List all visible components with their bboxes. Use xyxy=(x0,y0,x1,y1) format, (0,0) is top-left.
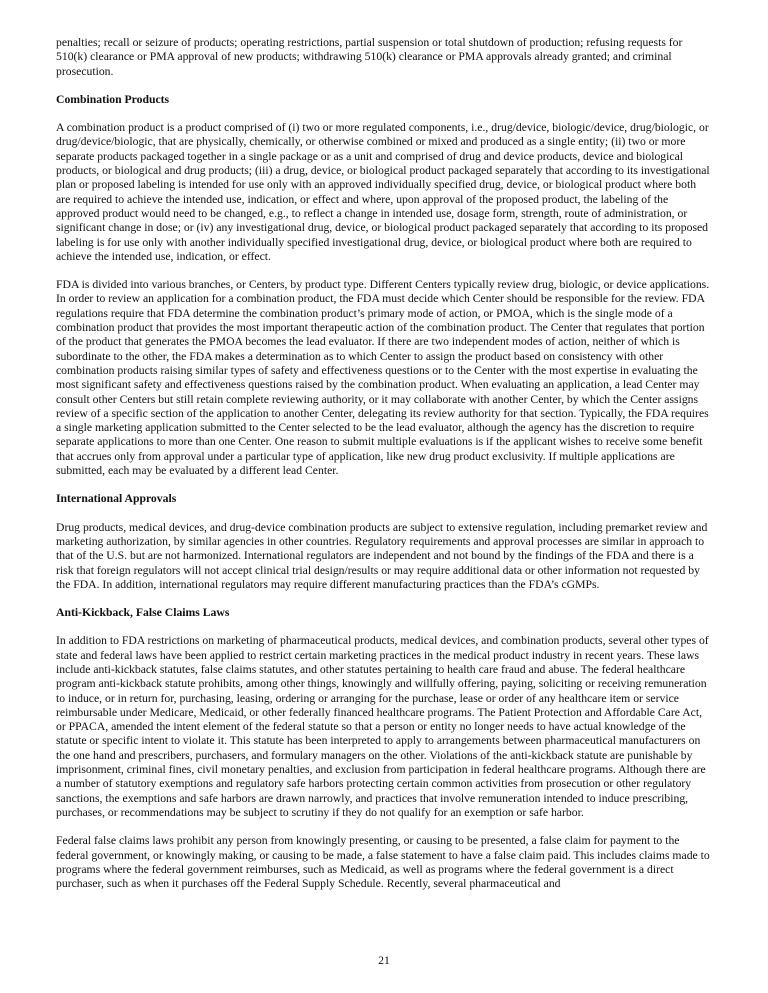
document-page xyxy=(56,36,712,905)
combination-products-paragraph-1: A combination product is a product comprised of (i) two or more regulated components, i.e., drug/device, biologic/device, drug/biologic, or drug/device/biologic, that are physically, chemically, or otherwise combined or mixed and produced as a single entity; (ii) two or more separate products packaged together in a single package or as a unit and comprised of drug and device products, device and biological products, or biological and drug products; (iii) a drug, device, or biological product packaged separately that according to its investigational plan or proposed labeling is intended for use only with an approved individually specified drug, device, or biological product where both are required to achieve the intended use, indication, or effect and where, upon approval of the proposed product, the labeling of the approved product would need to be changed, e.g., to reflect a change in intended use, dosage form, strength, route of administration, or significant change in dose; or (iv) any investigational drug, device, or biological product packaged separately that according to its proposed labeling is for use only with another individually specified investigational drug, device, or biological product where both are required to achieve the intended use, indication, or effect. xyxy=(56,121,710,263)
section-heading-international-approvals: International Approvals xyxy=(56,492,177,506)
anti-kickback-paragraph-2: Federal false claims laws prohibit any person from knowingly presenting, or causing to be presented, a false claim for payment to the federal government, or knowingly making, or causing to be made, a false statement to have a false claim paid. This includes claims made to programs where the federal government reimburses, such as Medicaid, as well as programs where the federal government is a direct purchaser, such as when it purchases off the Federal Supply Schedule. Recently, several pharmaceutical and xyxy=(56,834,710,891)
international-approvals-paragraph: Drug products, medical devices, and drug-device combination products are subject to extensive regulation, including premarket review and marketing authorization, by similar agencies in other countries. Regulatory requirements and approval processes are similar in approach to that of the U.S. but are not harmonized. International regulators are independent and not bound by the findings of the FDA and there is a risk that foreign regulators will not accept clinical trial design/results or may require additional data or other information not requested by the FDA. In addition, international regulators may require different manufacturing practices than the FDA’s cGMPs. xyxy=(56,520,708,591)
page-number: 21 xyxy=(378,954,390,967)
section-heading-combination-products: Combination Products xyxy=(56,92,170,106)
section-heading-anti-kickback: Anti-Kickback, False Claims Laws xyxy=(56,606,230,620)
intro-paragraph: penalties; recall or seizure of products; operating restrictions, partial suspension or total shutdown of production; refusing requests for 510(k) clearance or PMA approval of new products; withdrawing 510(k) clearance or PMA approvals already granted; and criminal prosecution. xyxy=(56,36,683,78)
combination-products-paragraph-2: FDA is divided into various branches, or Centers, by product type. Different Centers typically review drug, biologic, or device applications. In order to review an application for a combination product, the FDA must decide which Center should be responsible for the review. FDA regulations require that FDA determine the combination product’s primary mode of action, or PMOA, which is the single mode of a combination product that provides the most important therapeutic action of the combination product. The Center that regulates that portion of the product that generates the PMOA becomes the lead evaluator. If there are two independent modes of action, neither of which is subordinate to the other, the FDA makes a determination as to which Center to assign the product based on consistency with other combination products raising similar types of safety and effectiveness questions or to the Center with the most expertise in evaluating the most significant safety and effectiveness questions raised by the combination product. When evaluating an application, a lead Center may consult other Centers but still retain complete reviewing authority, or it may collaborate with another Center, by which the Center assigns review of a specific section of the application to another Center, delegating its review authority for that section. Typically, the FDA requires a single marketing application submitted to the Center selected to be the lead evaluator, although the agency has the discretion to require separate applications to more than one Center. One reason to submit multiple evaluations is if the applicant wishes to receive some benefit that accrues only from approval under a particular type of application, like new drug product exclusivity. If multiple applications are submitted, each may be evaluated by a different lead Center. xyxy=(56,278,710,478)
anti-kickback-paragraph-1: In addition to FDA restrictions on marketing of pharmaceutical products, medical devices, and combination products, several other types of state and federal laws have been applied to restrict certain marketing practices in the medical product industry in recent years. These laws include anti-kickback statutes, false claims statutes, and other statutes pertaining to health care fraud and abuse. The federal healthcare program anti-kickback statute prohibits, among other things, knowingly and willfully offering, paying, soliciting or receiving remuneration to induce, or in return for, purchasing, leasing, ordering or arranging for the purchase, lease or order of any healthcare item or service reimbursable under Medicare, Medicaid, or other federally financed healthcare programs. The Patient Protection and Affordable Care Act, or PPACA, amended the intent element of the federal statute so that a person or entity no longer needs to have actual knowledge of the statute or specific intent to violate it. This statute has been interpreted to apply to arrangements between pharmaceutical manufacturers on the one hand and prescribers, purchasers, and formulary managers on the other. Violations of the anti-kickback statute are punishable by imprisonment, criminal fines, civil monetary penalties, and exclusion from participation in federal healthcare programs. Although there are a number of statutory exemptions and regulatory safe harbors protecting certain common activities from prosecution or other regulatory sanctions, the exemptions and safe harbors are drawn narrowly, and practices that involve remuneration intended to induce prescribing, purchases, or recommendations may be subject to scrutiny if they do not qualify for an exemption or safe harbor. xyxy=(56,634,709,819)
